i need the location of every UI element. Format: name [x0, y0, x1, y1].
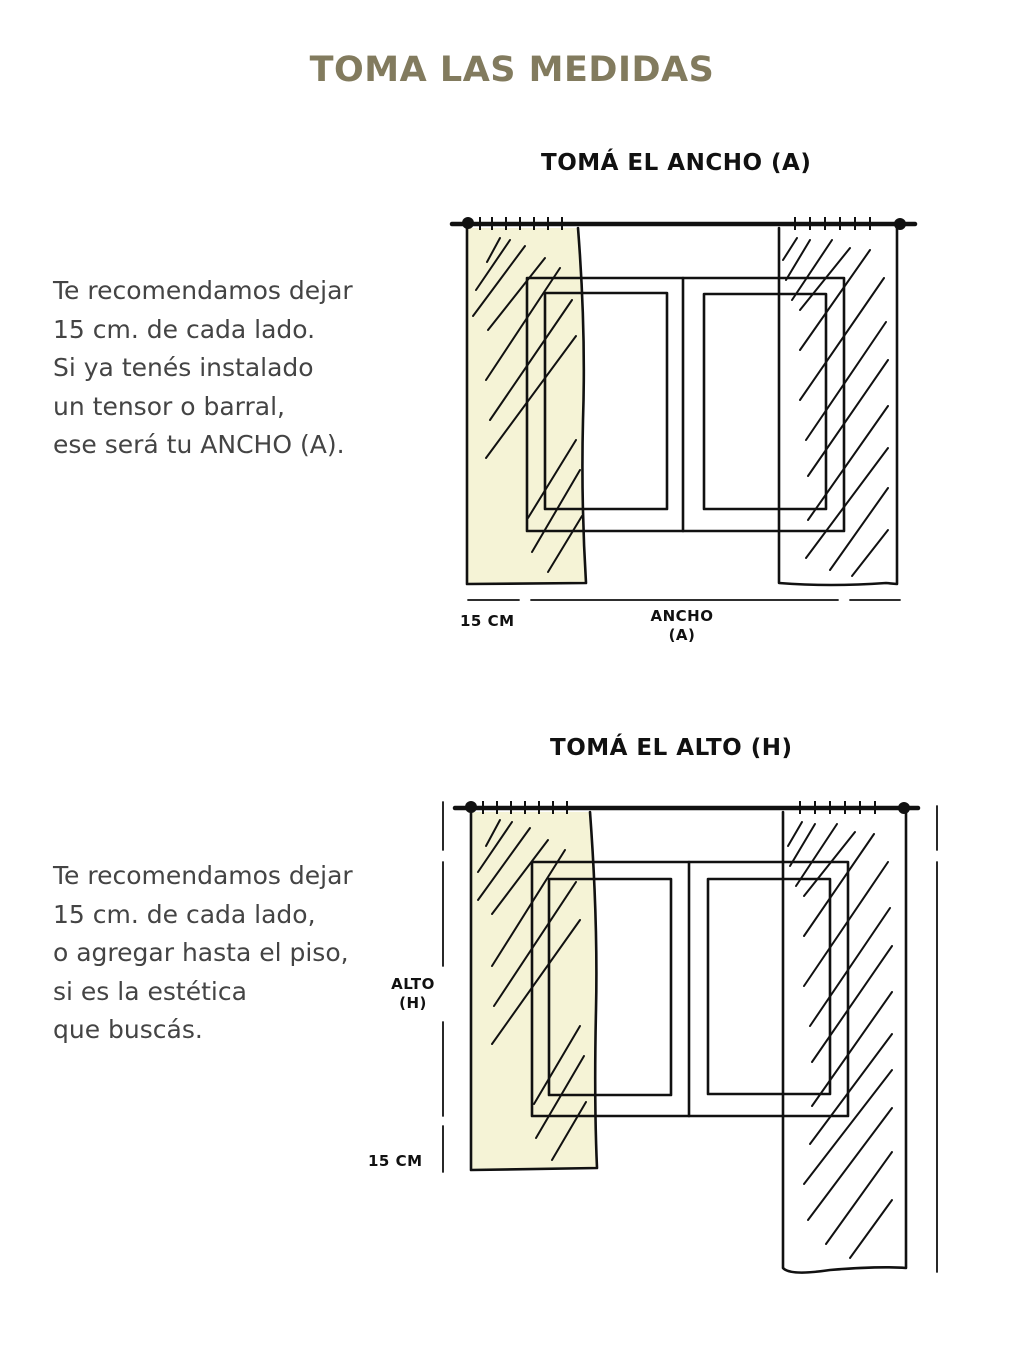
width-measure-label-line: (A): [668, 626, 696, 644]
height-diagram-title: TOMÁ EL ALTO (H): [550, 735, 793, 761]
width-instructions-line: ese será tu ANCHO (A).: [53, 430, 345, 459]
right-curtain-hatching: [788, 822, 892, 1258]
width-measure-label: [630, 607, 734, 645]
height-measure-label: [380, 975, 446, 1013]
height-instructions-line: 15 cm. de cada lado,: [53, 899, 316, 929]
width-margin-label: 15 CM: [460, 612, 515, 630]
height-diagram: [0, 700, 1024, 1360]
width-instructions-line: Si ya tenés instalado: [53, 353, 314, 382]
height-instructions-line: que buscás.: [53, 1015, 203, 1044]
height-instructions-line: o agregar hasta el piso,: [53, 938, 349, 967]
width-instructions-line: Te recomendamos dejar: [53, 276, 353, 305]
width-instructions-line: 15 cm. de cada lado.: [53, 314, 316, 344]
width-diagram-title: TOMÁ EL ANCHO (A): [541, 150, 812, 176]
right-curtain-outline: [783, 812, 906, 1273]
height-measure-label-line: (H): [399, 994, 427, 1012]
page-title: TOMA LAS MEDIDAS: [309, 50, 715, 90]
height-margin-label: 15 CM: [368, 1152, 423, 1170]
width-measure-label-line: ANCHO: [650, 607, 714, 625]
width-instructions-line: un tensor o barral,: [53, 391, 285, 421]
right-curtain-hatching: [783, 238, 888, 576]
height-instructions-line: Te recomendamos dejar: [53, 861, 353, 890]
height-instructions-line: si es la estética: [53, 976, 247, 1006]
height-measure-label-line: ALTO: [391, 975, 435, 993]
